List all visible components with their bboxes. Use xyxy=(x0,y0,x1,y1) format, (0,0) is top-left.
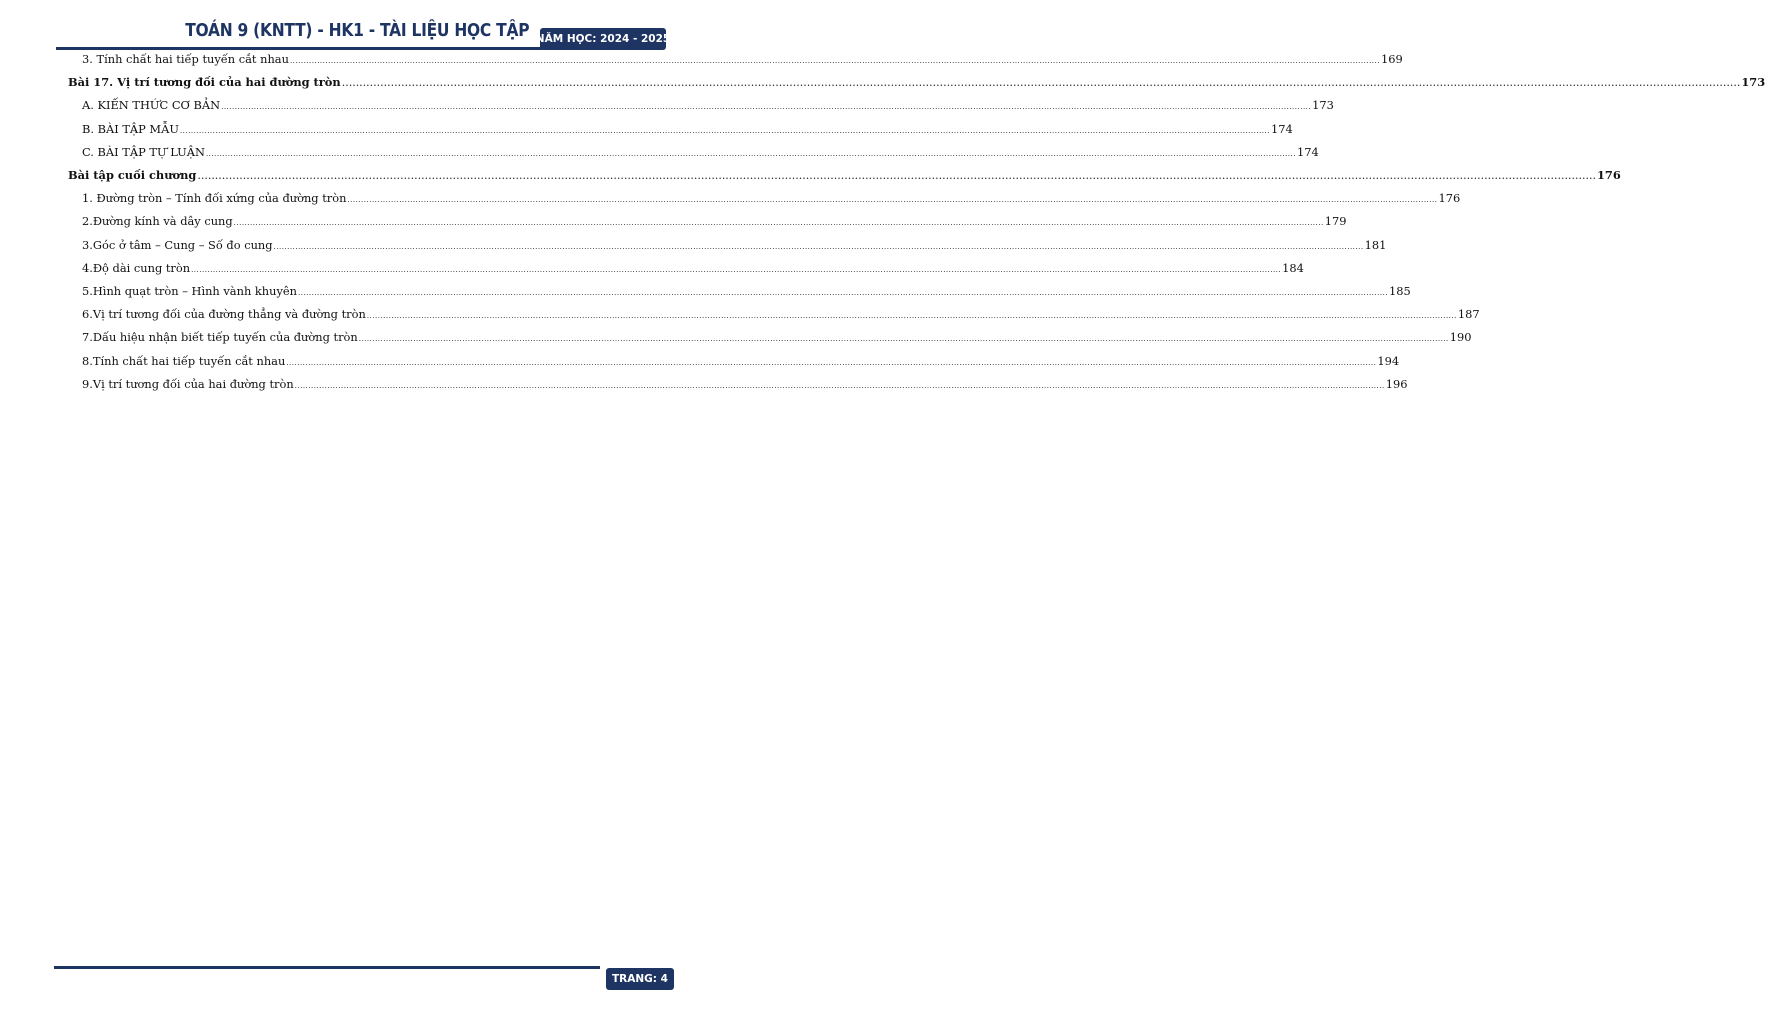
toc-entry[interactable] xyxy=(82,259,1304,277)
toc-dot-leader: ................................................................................................................................................................................................................................................................................................................................................................................................................ xyxy=(273,242,1364,251)
school-year-badge: NĂM HỌC: 2024 - 2025 xyxy=(540,28,666,50)
toc-dot-leader: ................................................................................................................................................................................................................................................................................................................................................................................................................ xyxy=(221,103,1312,112)
toc-dot-leader: ................................................................................................................................................................................................................................................................................................................................................................................................................ xyxy=(347,196,1438,205)
toc-entry[interactable] xyxy=(82,212,1347,230)
toc-dot-leader: ................................................................................................................................................................................................................................................................................................................................................................................................................ xyxy=(366,312,1457,321)
toc-entry[interactable] xyxy=(82,236,1387,254)
toc-page-number: 194 xyxy=(1377,353,1400,368)
toc-page-number: 196 xyxy=(1385,376,1408,391)
toc-dot-leader: ................................................................................................................................................................................................................................................................................................................................................................................................................ xyxy=(358,335,1449,344)
footer-rule xyxy=(54,966,600,969)
toc-page-number: 169 xyxy=(1380,52,1403,66)
toc-entry-title: C. BÀI TẬP TỰ LUẬN xyxy=(82,144,205,159)
toc-dot-leader: ................................................................................................................................................................................................................................................................................................................................................................................................................ xyxy=(286,358,1377,367)
toc-dot-leader: ................................................................................................................................................................................................................................................................................................................................................................................................................ xyxy=(341,76,1741,90)
toc-page-number: 187 xyxy=(1457,307,1480,322)
toc-entry-title: 7.Dấu hiệu nhận biết tiếp tuyến của đường tròn xyxy=(82,330,358,345)
toc-section-entry[interactable] xyxy=(68,166,1621,184)
toc-entry[interactable] xyxy=(82,120,1293,138)
toc-entry-title: 9.Vị trí tương đối của hai đường tròn xyxy=(82,376,294,391)
toc-dot-leader: ................................................................................................................................................................................................................................................................................................................................................................................................................ xyxy=(197,169,1596,182)
page-number-badge: TRANG: 4 xyxy=(606,968,674,990)
toc-entry[interactable] xyxy=(82,96,1334,114)
document-title: TOÁN 9 (KNTT) - HK1 - TÀI LIỆU HỌC TẬP xyxy=(185,20,530,41)
toc-page-number: 174 xyxy=(1296,144,1319,159)
toc-entry-title: Bài 17. Vị trí tương đối của hai đường tròn xyxy=(68,75,341,90)
toc-page-number: 179 xyxy=(1324,214,1347,229)
toc-entry[interactable] xyxy=(82,328,1472,346)
toc-page-number: 181 xyxy=(1364,237,1387,252)
toc-entry-title: 5.Hình quạt tròn – Hình vành khuyên xyxy=(82,284,297,298)
toc-entry[interactable] xyxy=(82,50,1403,68)
toc-dot-leader: ................................................................................................................................................................................................................................................................................................................................................................................................................ xyxy=(289,57,1380,65)
toc-dot-leader: ................................................................................................................................................................................................................................................................................................................................................................................................................ xyxy=(205,149,1296,158)
toc-page-number: 185 xyxy=(1389,284,1411,298)
toc-entry[interactable] xyxy=(82,305,1480,323)
toc-entry-title: 3. Tính chất hai tiếp tuyến cắt nhau xyxy=(82,52,289,66)
toc-dot-leader: ................................................................................................................................................................................................................................................................................................................................................................................................................ xyxy=(297,289,1389,297)
toc-entry[interactable] xyxy=(82,282,1411,300)
toc-entry-title: B. BÀI TẬP MẪU xyxy=(82,121,179,136)
toc-entry-title: A. KIẾN THỨC CƠ BẢN xyxy=(82,98,221,113)
toc-entry-title: Bài tập cuối chương xyxy=(68,168,197,182)
toc-page-number: 190 xyxy=(1449,330,1472,345)
toc-entry[interactable] xyxy=(82,352,1400,370)
toc-page-number: 174 xyxy=(1270,121,1293,136)
toc-dot-leader: ................................................................................................................................................................................................................................................................................................................................................................................................................ xyxy=(233,219,1324,228)
toc-entry[interactable] xyxy=(82,143,1319,161)
toc-entry[interactable] xyxy=(82,375,1408,393)
toc-entry-title: 4.Độ dài cung tròn xyxy=(82,260,191,275)
toc-page-number: 176 xyxy=(1596,168,1621,182)
toc-entry[interactable] xyxy=(82,189,1461,207)
toc-page-number: 173 xyxy=(1741,75,1765,90)
toc-entry-title: 6.Vị trí tương đối của đường thẳng và đường tròn xyxy=(82,307,366,322)
toc-dot-leader: ................................................................................................................................................................................................................................................................................................................................................................................................................ xyxy=(179,126,1270,135)
toc-entry-title: 1. Đường tròn – Tính đối xứng của đường tròn xyxy=(82,191,347,206)
toc-section-entry[interactable] xyxy=(68,73,1765,91)
toc-entry-title: 3.Góc ở tâm – Cung – Số đo cung xyxy=(82,237,273,252)
toc-page-number: 184 xyxy=(1282,260,1304,275)
toc-entry-title: 8.Tính chất hai tiếp tuyến cắt nhau xyxy=(82,353,286,368)
toc-entry-title: 2.Đường kính và dây cung xyxy=(82,214,233,229)
toc-dot-leader: ................................................................................................................................................................................................................................................................................................................................................................................................................ xyxy=(191,265,1282,274)
toc-page-number: 173 xyxy=(1312,98,1334,113)
toc-dot-leader: ................................................................................................................................................................................................................................................................................................................................................................................................................ xyxy=(294,381,1385,390)
toc-page-number: 176 xyxy=(1438,191,1461,206)
